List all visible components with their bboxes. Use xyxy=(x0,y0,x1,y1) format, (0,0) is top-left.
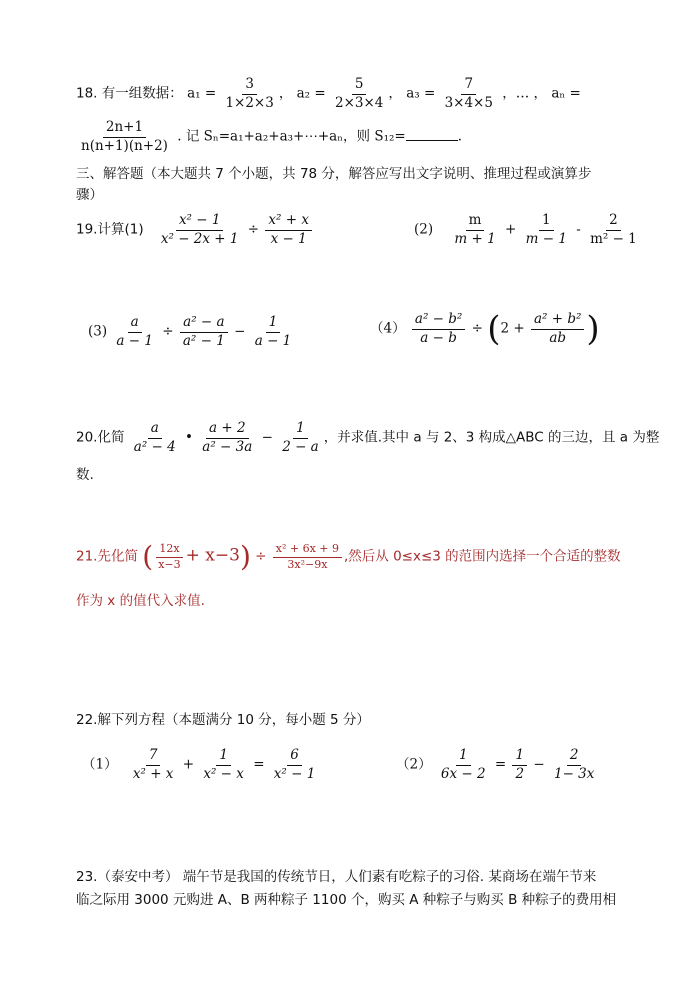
q18-line1: 18. 有一组数据： a₁ = $\frac{3}{1\times 2\times 3}$ ， a₂ = $\frac{5}{2\times 3\times 4}$ ， a₃ = $\frac{7}{3\times 4\times 5}$ ，… ， aₙ = xyxy=(76,76,581,111)
q18-a1-label: a₁ = xyxy=(187,85,217,102)
q19-p1-op: ÷ xyxy=(247,221,260,238)
q21-label: 21.先化简 xyxy=(76,548,138,565)
q19-p3-fraction3: $\frac{1}{a - 1}$ xyxy=(254,314,292,349)
q19-p1-fraction1: $\frac{\text{x² − 1}}{\text{x² − 2x + 1}}$ xyxy=(160,212,239,247)
q22-title: 22.解下列方程（本题满分 10 分，每小题 5 分） xyxy=(76,712,370,728)
q18-answer-blank xyxy=(406,128,458,141)
q18-line2 xyxy=(76,120,462,154)
q21-line1 xyxy=(76,540,621,574)
q21-text1: ,然后从 0≤x≤3 的范围内选择一个合适的整数 xyxy=(344,548,621,565)
q20-label: 20.化简 xyxy=(76,429,125,446)
q19-p4-fraction2: $\frac{\text{a² + b²}}{ab}$ xyxy=(531,312,584,346)
q20-fraction2: $\frac{a + 2}{\text{a² − 3a}}$ xyxy=(202,420,253,455)
q22-p1-eq: = xyxy=(253,756,265,773)
q20-op1: • xyxy=(185,429,193,446)
q19-p3-fraction1: $\frac{a}{a - 1}$ xyxy=(116,314,153,349)
q22-p1-fraction2: $\frac{1}{\text{x² − x}}$ xyxy=(203,747,244,782)
q19-p3-op2: − xyxy=(234,323,246,340)
q18-a3-label: a₃ = xyxy=(406,85,436,102)
q20-fraction3: $\frac{1}{2 - a}$ xyxy=(282,420,319,455)
q19-p4-fraction1: $\frac{\text{a² − b²}}{a - b}$ xyxy=(412,312,465,346)
q21-fraction2: $\frac{\text{x² + 6x + 9}}{\text{3x²−9x}}$ xyxy=(273,543,342,571)
q19-part2 xyxy=(414,213,642,247)
q22-part1 xyxy=(82,748,320,782)
q19-part4 xyxy=(370,309,600,350)
q20-text2: 数. xyxy=(76,467,94,483)
q19-p2-op1: + xyxy=(505,221,517,238)
q19-p2-label: (2) xyxy=(414,221,434,238)
section3-heading-line2: 骤） xyxy=(76,187,103,203)
q19-p4-op: ÷ xyxy=(471,320,483,337)
q18-a2-label: a₂ = xyxy=(296,85,326,102)
q22-p1-op: + xyxy=(182,756,195,773)
q22-p2-eq: = xyxy=(494,756,507,773)
q21-right-paren: ) xyxy=(239,540,251,574)
q19-part1 xyxy=(76,213,314,247)
q18-ellipsis: ，… ， xyxy=(502,85,548,102)
q19-p4-inner-left: 2 + xyxy=(500,320,525,337)
q21-op: ÷ xyxy=(255,548,267,565)
q18-end: . xyxy=(457,128,463,145)
q22-p2-fraction2: $\frac{1}{2}$ xyxy=(512,748,527,782)
q19-p2-fraction3: $\frac{2}{\text{m² − 1}}$ xyxy=(590,212,637,247)
q19-p4-right-paren: ) xyxy=(586,309,600,350)
q18-a3-fraction: $\frac{7}{3\times 4\times 5}$ xyxy=(444,76,493,111)
section3-heading-line1: 三、解答题（本大题共 7 个小题，共 78 分，解答应写出文字说明、推理过程或演算步 xyxy=(76,166,592,182)
q19-p3-op1: ÷ xyxy=(162,323,174,340)
q22-part2 xyxy=(396,748,599,782)
q22-p2-op: − xyxy=(533,756,545,773)
q19-label: 19.计算(1) xyxy=(76,221,144,238)
q20-line1 xyxy=(76,421,659,455)
q18-an-label: aₙ = xyxy=(551,85,581,102)
q22-p1-fraction3: $\frac{6}{\text{x² − 1}}$ xyxy=(273,747,316,782)
q19-p2-fraction2: $\frac{1}{m - 1}$ xyxy=(525,212,567,247)
q19-p3-label: (3) xyxy=(88,323,108,340)
q21-fraction1: $\frac{12x}{x-3}$ xyxy=(158,542,181,571)
q19-p1-fraction2: $\frac{\text{x² + x}}{x - 1}$ xyxy=(265,213,312,247)
q18-a2-fraction: $\frac{5}{2\times 3\times 4}$ xyxy=(335,76,384,111)
q23-line1: 23.（泰安中考） 端午节是我国的传统节日，人们素有吃粽子的习俗. 某商场在端午节来 xyxy=(76,869,597,885)
q22-p2-fraction3: $\frac{2}{1- 3x}$ xyxy=(553,747,595,782)
q20-fraction1: $\frac{a}{\text{a² − 4}}$ xyxy=(133,420,176,455)
q20-text1: ，并求值.其中 a 与 2、3 构成△ABC 的三边，且 a 为整 xyxy=(323,429,660,446)
q18-sum-text: . 记 Sₙ=a₁+a₂+a₃+⋯+aₙ，则 S₁₂= xyxy=(177,128,406,145)
q19-p3-fraction2: $\frac{\text{a² − a}}{\text{a² − 1}}$ xyxy=(180,315,228,349)
q23-line2: 临之际用 3000 元购进 A、B 两种粽子 1100 个，购买 A 种粽子与购买 B 种粽子的费用相 xyxy=(76,892,617,908)
q19-p4-left-paren: ( xyxy=(487,309,501,350)
q22-p2-label: （2） xyxy=(396,756,432,773)
q19-p4-label: （4） xyxy=(370,320,406,337)
q19-p2-op2: - xyxy=(576,221,581,238)
q22-p1-fraction1: $\frac{7}{\text{x² + x}}$ xyxy=(132,747,174,782)
q18-label: 18. 有一组数据： xyxy=(76,85,183,102)
q22-p2-fraction1: $\frac{1}{6x - 2}$ xyxy=(440,747,486,782)
q22-p1-label: （1） xyxy=(82,756,118,773)
q20-op2: − xyxy=(261,429,273,446)
q18-a1-fraction: $\frac{3}{1\times 2\times 3}$ xyxy=(225,76,274,111)
q21-mid: + x−3 xyxy=(185,545,240,566)
q19-part3 xyxy=(88,315,296,349)
q21-left-paren: ( xyxy=(142,540,154,574)
q19-p2-fraction1: $\frac{m}{m + 1}$ xyxy=(454,212,496,247)
q18-an-fraction: $\frac{2n+1}{n(n+1)(n+2)}$ xyxy=(81,119,168,154)
q21-text2: 作为 x 的值代入求值. xyxy=(76,593,205,609)
